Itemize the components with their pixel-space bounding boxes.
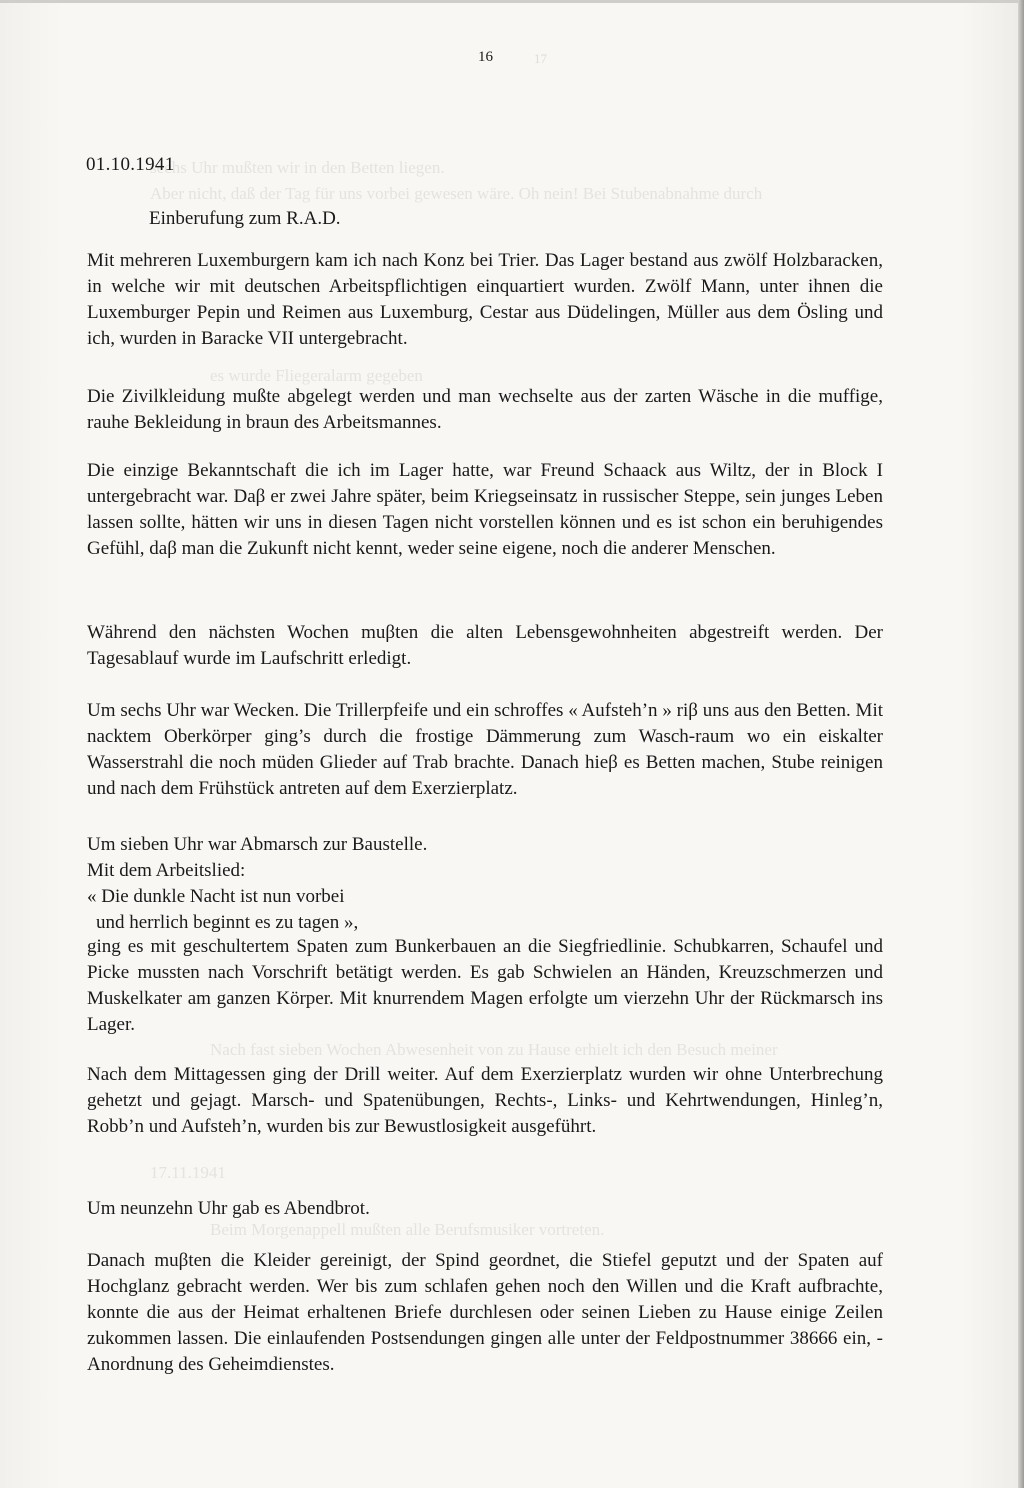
line-work-song-intro: Mit dem Arbeitslied: — [87, 860, 246, 881]
paragraph-arrival: Mit mehreren Luxemburgern kam ich nach Konz bei Trier. Das Lager bestand aus zwölf Holzbaracken, in welche wir mit deutschen Arbeitspflichtigen einquartiert wurden. Zwölf Mann, unter ihnen die Luxemburger Pepin und Reimen aus Luxemburg, Cestar aus Düdelingen, Müller aus dem Ösling und ich, wurden in Baracke VII untergebracht. — [87, 250, 883, 349]
paragraph-drill: Nach dem Mittagessen ging der Drill weiter. Auf dem Exerzierplatz wurden wir ohne Unterbrechung gehetzt und gejagt. Marsch- und Spatenübungen, Rechts-, Links- und Kehrtwendungen, Hinleg’n, Robb’n und Aufsteh’n, wurden bis zur Bewustlosigkeit ausgeführt. — [87, 1064, 883, 1137]
bleed-through-text: Aber nicht, daß der Tag für uns vorbei gewesen wäre. Oh nein! Bei Stubenabnahme durch — [150, 184, 763, 203]
paragraph-evening: Danach muβten die Kleider gereinigt, der Spind geordnet, die Stiefel geputzt und der Spaten auf Hochglanz gebracht werden. Wer bis zum schlafen gehen noch den Willen und die Kraft aufbrachte, konnte die aus der Heimat erhaltenen Briefe durchlesen oder seinen Lieben zu Hause einige Zeilen zukommen lassen. Die einlaufenden Postsendungen gingen alle unter der Feldpostnummer 38666 ein, - Anordnung des Geheimdienstes. — [87, 1250, 883, 1375]
bleed-through-text: Nach fast sieben Wochen Abwesenheit von zu Hause erhielt ich den Besuch meiner — [210, 1040, 778, 1059]
paragraph-schaack: Die einzige Bekanntschaft die ich im Lager hatte, war Freund Schaack aus Wiltz, der in Block I untergebracht war. Daβ er zwei Jahre später, beim Kriegseinsatz in russischer Steppe, sein junges Leben lassen sollte, hätten wir uns in diesen Tagen nicht vorstellen können und es ist schon ein beruhigendes Gefühl, daβ man die Zukunft nicht kennt, weder seine eigene, noch die anderer Menschen. — [87, 460, 883, 559]
page-number: 16 — [478, 49, 493, 65]
bleed-through-text: 17.11.1941 — [150, 1163, 226, 1182]
paragraph-supper: Um neunzehn Uhr gab es Abendbrot. — [87, 1198, 370, 1219]
bleed-through-text: Beim Morgenappell mußten alle Berufsmusiker vortreten. — [210, 1220, 605, 1239]
line-departure: Um sieben Uhr war Abmarsch zur Baustelle. — [87, 834, 428, 855]
paragraph-clothing: Die Zivilkleidung mußte abgelegt werden und man wechselte aus der zarten Wäsche in die muffige, rauhe Bekleidung in braun des Arbeitsmannes. — [87, 386, 883, 433]
paragraph-siegfried-line: ging es mit geschultertem Spaten zum Bunkerbauen an die Siegfriedlinie. Schubkarren, Schaufel und Picke mussten nach Vorschrift betätigt werden. Es gab Schwielen an Händen, Kreuzschmerzen und Muskelkater am ganzen Körper. Mit knurrendem Magen erfolgte um vierzehn Uhr der Rückmarsch ins Lager. — [87, 936, 883, 1035]
bleed-through-text: sechs Uhr mußten wir in den Betten liegen. — [150, 158, 445, 177]
paragraph-weeks: Während den nächsten Wochen muβten die alten Lebensgewohnheiten abgestreift werden. Der Tagesablauf wurde im Laufschritt erledigt. — [87, 622, 883, 669]
entry-date: 01.10.1941 — [86, 154, 175, 175]
entry-subtitle: Einberufung zum R.A.D. — [149, 208, 341, 229]
bleed-through-text: es wurde Fliegeralarm gegeben — [210, 366, 423, 385]
song-lyric-line: « Die dunkle Nacht ist nun vorbei — [87, 886, 345, 907]
page-top-edge — [0, 0, 1024, 3]
page-right-edge — [1018, 0, 1024, 1488]
song-lyric-line: und herrlich beginnt es zu tagen », — [96, 912, 359, 933]
paragraph-morning: Um sechs Uhr war Wecken. Die Trillerpfeife und ein schroffes « Aufsteh’n » riβ uns aus den Betten. Mit nacktem Oberkörper ging’s durch die frostige Dämmerung zum Wasch-raum wo ein eiskalter Wasserstrahl die noch müden Glieder auf Trab brachte. Danach hieβ es Betten machen, Stube reinigen und nach dem Frühstück antreten auf dem Exerzierplatz. — [87, 700, 883, 799]
faint-page-number: 17 — [534, 51, 547, 66]
